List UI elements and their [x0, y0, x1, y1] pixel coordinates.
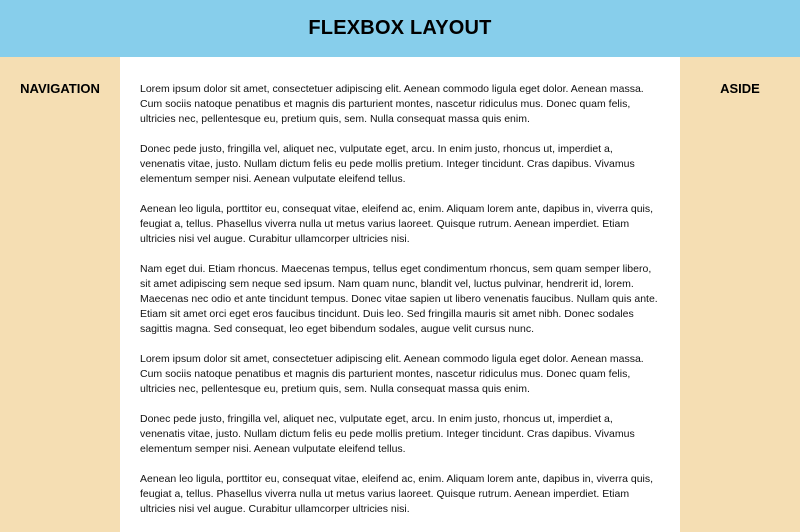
navigation-panel: [0, 57, 120, 532]
main-paragraph-1: Lorem ipsum dolor sit amet, consectetuer adipiscing elit. Aenean commodo ligula eget dolor. Aenean massa. Cum sociis natoque penatibus et magnis dis parturient montes, nascetur ridiculus mus. Donec quam felis, ultricies nec, pellentesque eu, pretium quis, sem. Nulla consequat massa quis enim.: [140, 83, 644, 125]
content-row: [0, 57, 800, 532]
main-paragraph-4: Nam eget dui. Etiam rhoncus. Maecenas tempus, tellus eget condimentum rhoncus, sem quam semper libero, sit amet adipiscing sem neque sed ipsum. Nam quam nunc, blandit vel, luctus pulvinar, hendrerit id, lorem. Maecenas nec odio et ante tincidunt tempus. Donec vitae sapien ut libero venenatis faucibus. Nullam quis ante. Etiam sit amet orci eget eros faucibus tincidunt. Duis leo. Sed fringilla mauris sit amet nibh. Donec sodales sagittis magna. Sed consequat, leo eget bibendum sodales, augue velit cursus nunc.: [140, 263, 658, 335]
main-paragraph-6: Donec pede justo, fringilla vel, aliquet nec, vulputate eget, arcu. In enim justo, rhoncus ut, imperdiet a, venenatis vitae, justo. Nullam dictum felis eu pede mollis pretium. Integer tincidunt. Cras dapibus. Vivamus elementum semper nisi. Aenean vulputate eleifend tellus.: [140, 413, 635, 455]
main-paragraph-2: Donec pede justo, fringilla vel, aliquet nec, vulputate eget, arcu. In enim justo, rhoncus ut, imperdiet a, venenatis vitae, justo. Nullam dictum felis eu pede mollis pretium. Integer tincidunt. Cras dapibus. Vivamus elementum semper nisi. Aenean vulputate eleifend tellus.: [140, 143, 635, 185]
main-paragraph-7: Aenean leo ligula, porttitor eu, consequat vitae, eleifend ac, enim. Aliquam lorem ante, dapibus in, viverra quis, feugiat a, tellus. Phasellus viverra nulla ut metus varius laoreet. Quisque rutrum. Aenean imperdiet. Etiam ultricies nisi vel augue. Curabitur ullamcorper ultricies nisi.: [140, 473, 654, 515]
main-paragraph-5: Lorem ipsum dolor sit amet, consectetuer adipiscing elit. Aenean commodo ligula eget dolor. Aenean massa. Cum sociis natoque penatibus et magnis dis parturient montes, nascetur ridiculus mus. Donec quam felis, ultricies nec, pellentesque eu, pretium quis, sem. Nulla consequat massa quis enim.: [140, 353, 644, 395]
main-content: [120, 57, 680, 532]
aside-panel: [680, 57, 800, 532]
page-header: [0, 0, 800, 57]
aside-title: ASIDE: [720, 81, 760, 96]
navigation-title: NAVIGATION: [20, 81, 100, 96]
main-paragraph-3: Aenean leo ligula, porttitor eu, consequat vitae, eleifend ac, enim. Aliquam lorem ante, dapibus in, viverra quis, feugiat a, tellus. Phasellus viverra nulla ut metus varius laoreet. Quisque rutrum. Aenean imperdiet. Etiam ultricies nisi vel augue. Curabitur ullamcorper ultricies nisi.: [140, 203, 654, 245]
page-title: FLEXBOX LAYOUT: [308, 17, 492, 39]
